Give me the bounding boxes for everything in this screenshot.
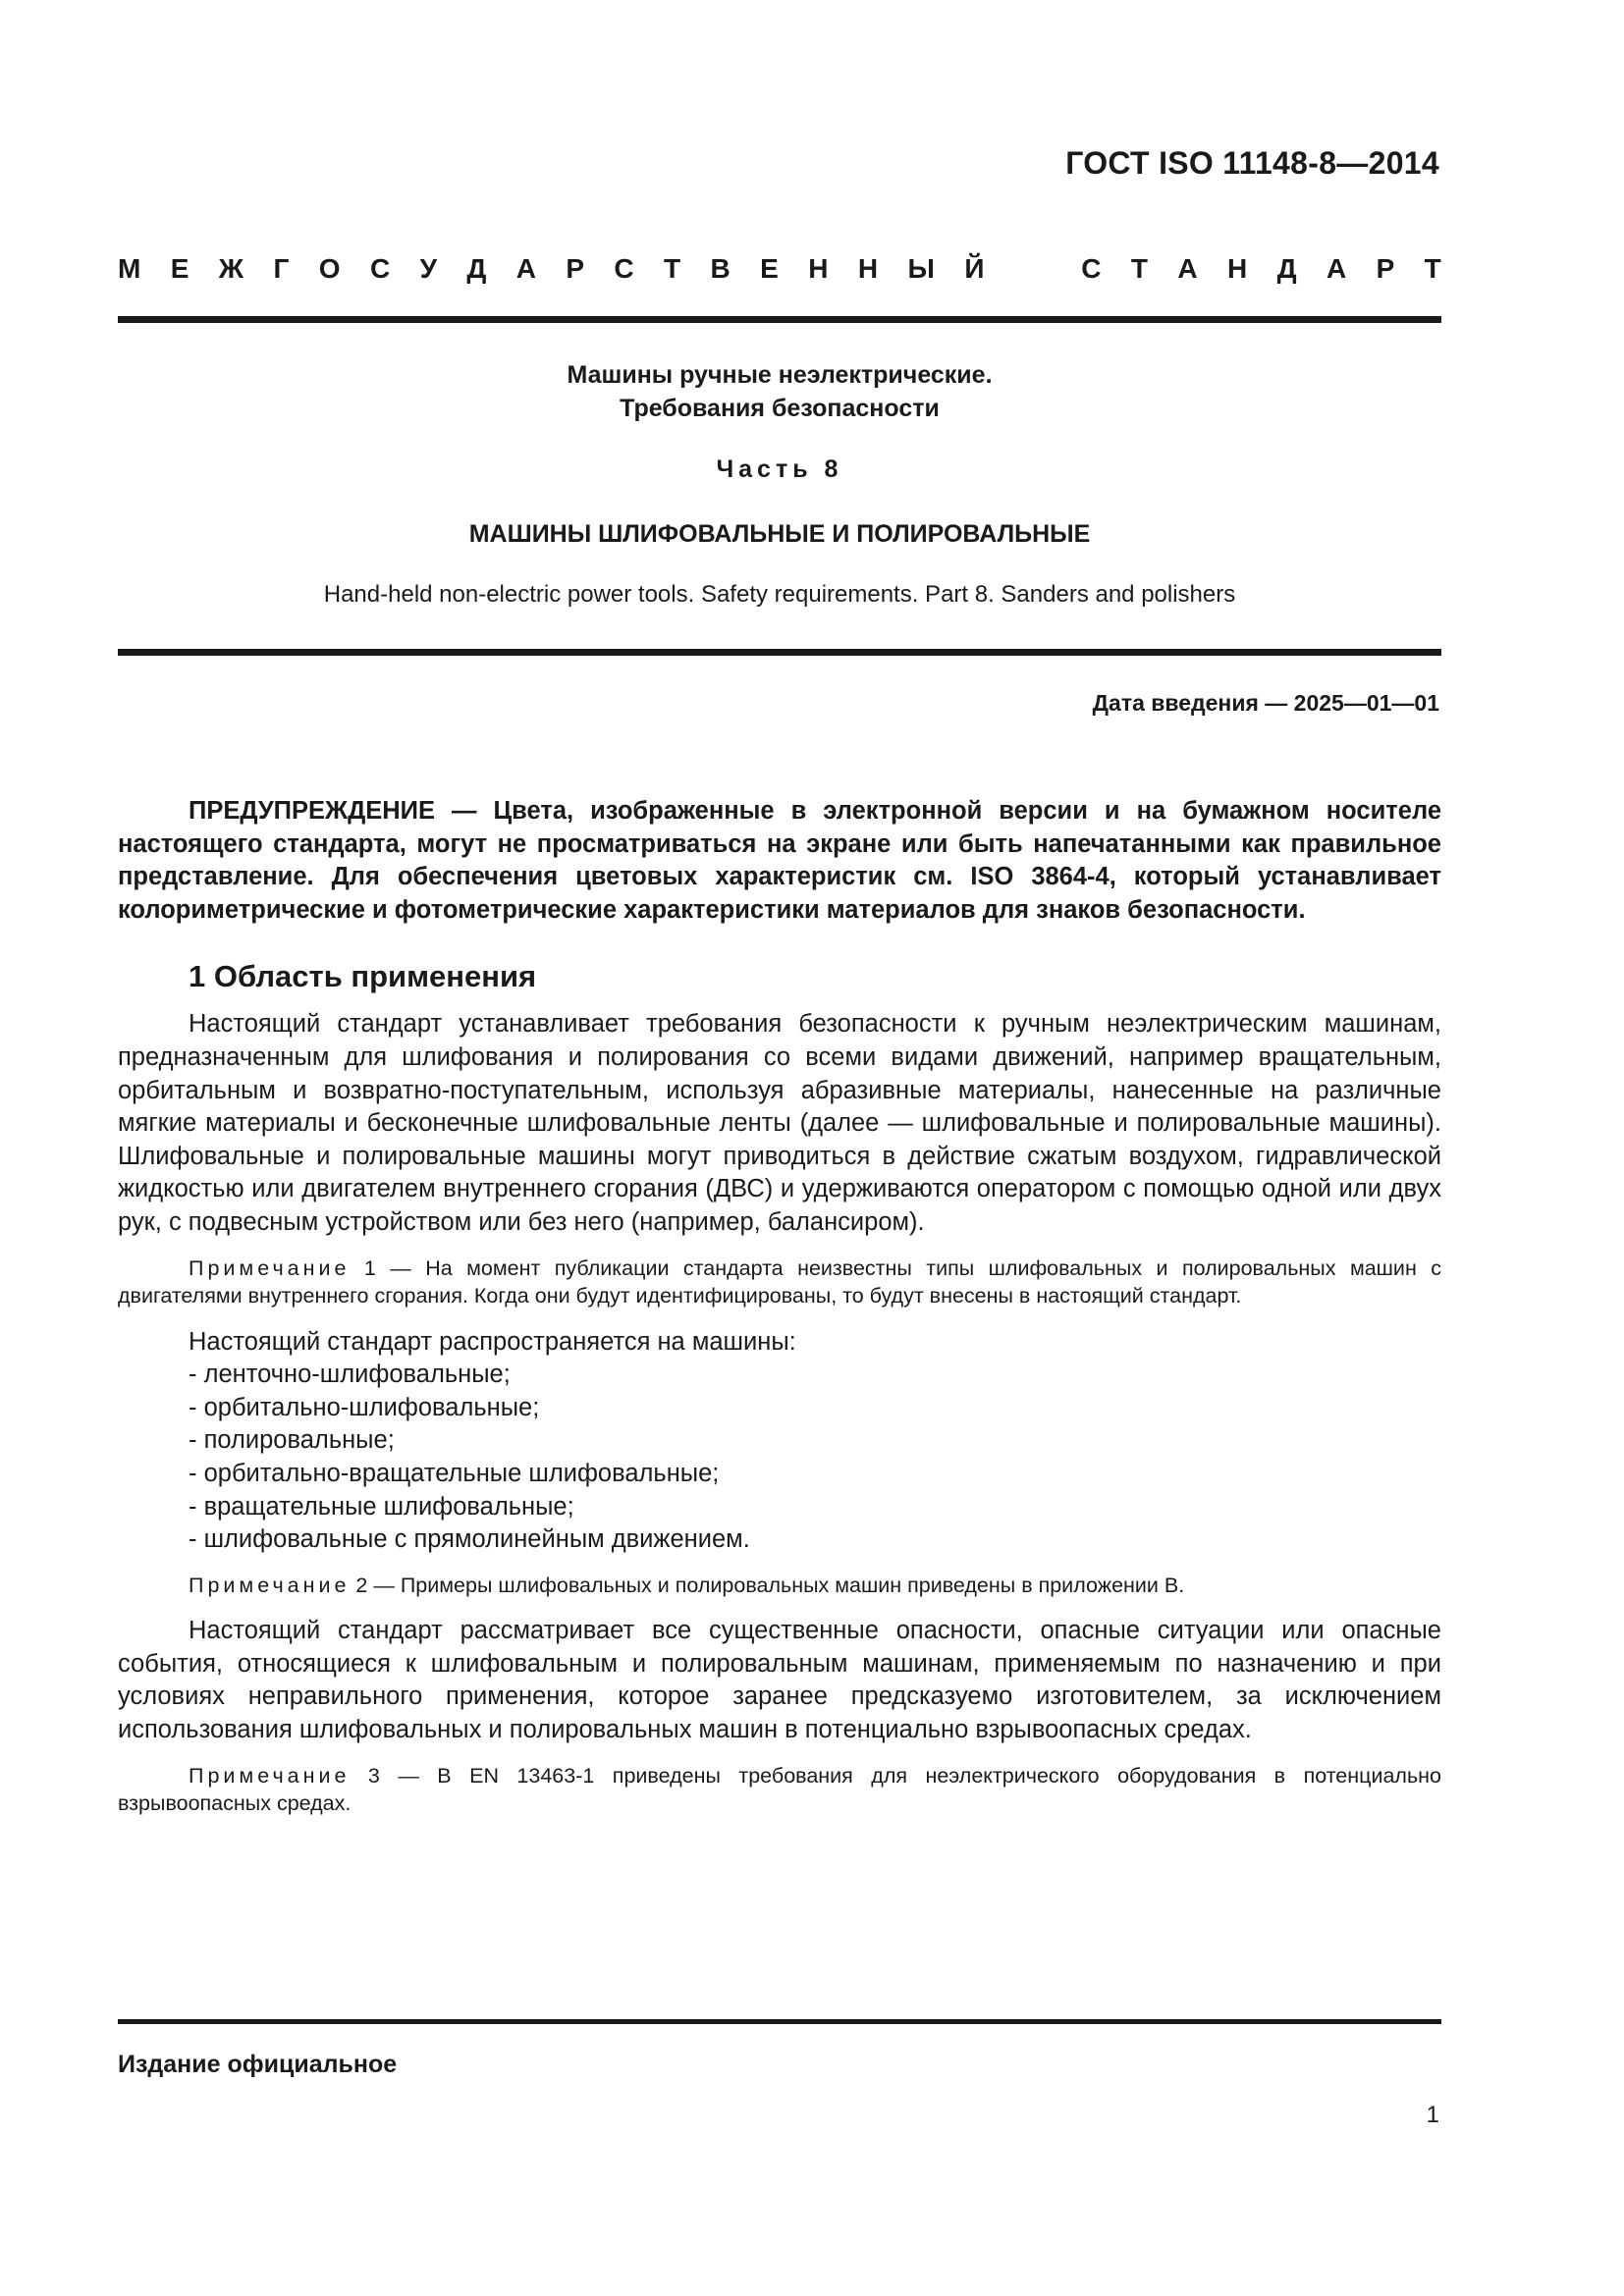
introduction-date: Дата введения — 2025—01—01 xyxy=(1092,690,1439,716)
interstate-standard-heading xyxy=(118,253,1441,285)
list-item: - орбитально-вращательные шлифовальные; xyxy=(189,1459,720,1487)
scope-paragraph-1: Настоящий стандарт устанавливает требования безопасности к ручным неэлектрическим машинам, предназначенным для шлифования и полирования со всеми видами движений, например вращательным, орбитальным и возвратно-поступательным, используя абразивные материалы, нанесенные на различные мягкие материалы и бесконечные шлифовальные ленты (далее — шлифовальные и полировальные машины). Шлифовальные и полировальные машины могут приводиться в действие сжатым воздухом, гидравлической жидкостью или двигателем внутреннего сгорания (ДВС) и удерживаются оператором с помощью одной или двух рук, с подвесным устройством или без него (например, балансиром). xyxy=(118,1010,1441,1236)
page-number: 1 xyxy=(1426,2102,1439,2128)
list-item: - ленточно-шлифовальные; xyxy=(189,1361,511,1389)
list-item: - орбитально-шлифовальные; xyxy=(189,1393,540,1421)
interstate-letter: С xyxy=(369,253,391,284)
note-3 xyxy=(118,1762,1441,1818)
word-gap xyxy=(1014,253,1052,285)
interstate-letter: М xyxy=(118,253,141,284)
title-line-2: Требования безопасности xyxy=(620,395,940,422)
interstate-letter: А xyxy=(515,253,536,284)
interstate-letter: Ы xyxy=(907,253,935,284)
english-title: Hand-held non-electric power tools. Safety requirements. Part 8. Sanders and polishers xyxy=(323,581,1236,608)
interstate-letter: Г xyxy=(273,253,290,284)
interstate-letter: В xyxy=(710,253,731,284)
document-title xyxy=(118,358,1441,425)
list-item: - шлифовальные с прямолинейным движением. xyxy=(189,1525,750,1554)
official-edition-label: Издание официальное xyxy=(118,2051,398,2078)
note-text: 1 — На момент публикации стандарта неизвестны типы шлифовальных и полировальных машин с двигателями внутреннего сгорания. Когда они будут идентифицированы, то будут внесены в настоящий стандарт. xyxy=(118,1255,1441,1308)
note-label: Примечание xyxy=(189,1255,351,1280)
interstate-letter: Е xyxy=(760,253,779,284)
scope-paragraph-2: Настоящий стандарт распространяется на машины: xyxy=(189,1327,796,1356)
scope-paragraph-3: Настоящий стандарт рассматривает все существенные опасности, опасные ситуации или опасные события, относящиеся к шлифовальным и полировальным машинам, применяемым по назначению и при условиях неправильного применения, которое заранее предсказуемо изготовителем, за исключением использования шлифовальных и полировальных машин в потенциально взрывоопасных средах. xyxy=(118,1617,1441,1743)
footer-divider xyxy=(118,2019,1441,2024)
interstate-letter: Р xyxy=(566,253,585,284)
interstate-letter: Т xyxy=(664,253,681,284)
interstate-letter: Ж xyxy=(218,253,244,284)
interstate-letter: С xyxy=(614,253,634,284)
interstate-letter: А xyxy=(1177,253,1198,284)
note-1 xyxy=(118,1255,1441,1310)
top-divider xyxy=(118,316,1441,323)
interstate-letter: Е xyxy=(170,253,189,284)
interstate-letter: У xyxy=(419,253,437,284)
interstate-letter: Д xyxy=(466,253,487,284)
title-divider xyxy=(118,649,1441,656)
interstate-letter: Й xyxy=(964,253,985,284)
interstate-letter: Д xyxy=(1276,253,1297,284)
list-item: - вращательные шлифовальные; xyxy=(189,1492,574,1521)
note-label: Примечание xyxy=(189,1573,351,1597)
interstate-letter: Р xyxy=(1376,253,1395,284)
list-item: - полировальные; xyxy=(189,1426,395,1455)
part-title: МАШИНЫ ШЛИФОВАЛЬНЫЕ И ПОЛИРОВАЛЬНЫЕ xyxy=(468,520,1091,548)
interstate-letter: Т xyxy=(1130,253,1148,284)
interstate-letter: Н xyxy=(808,253,829,284)
part-label: Часть 8 xyxy=(716,455,843,483)
title-line-1: Машины ручные неэлектрические. xyxy=(567,361,993,389)
note-text: 3 — В EN 13463-1 приведены требования для неэлектрического оборудования в потенциально взрывоопасных средах. xyxy=(118,1763,1441,1816)
interstate-letter: О xyxy=(318,253,341,284)
interstate-letter: Н xyxy=(1226,253,1248,284)
interstate-letter: А xyxy=(1326,253,1347,284)
document-body xyxy=(118,795,1441,1834)
warning-paragraph: ПРЕДУПРЕЖДЕНИЕ — Цвета, изображенные в электронной версии и на бумажном носителе настоящего стандарта, могут не просматриваться на экране или быть напечатанными как правильное представление. Для обеспечения цветовых характеристик см. ISO 3864-4, который устанавливает колориметрические и фотометрические характеристики материалов для знаков безопасности. xyxy=(118,797,1441,924)
section-heading: 1 Область применения xyxy=(189,959,537,994)
machine-types-list xyxy=(118,1359,1441,1557)
note-2 xyxy=(118,1572,1441,1600)
note-label: Примечание xyxy=(189,1763,351,1788)
interstate-letter: Т xyxy=(1424,253,1441,284)
standard-code: ГОСТ ISO 11148-8—2014 xyxy=(1065,145,1439,181)
interstate-letter: С xyxy=(1081,253,1102,284)
note-text: 2 — Примеры шлифовальных и полировальных машин приведены в приложении В. xyxy=(350,1573,1185,1597)
interstate-letter: Н xyxy=(857,253,879,284)
